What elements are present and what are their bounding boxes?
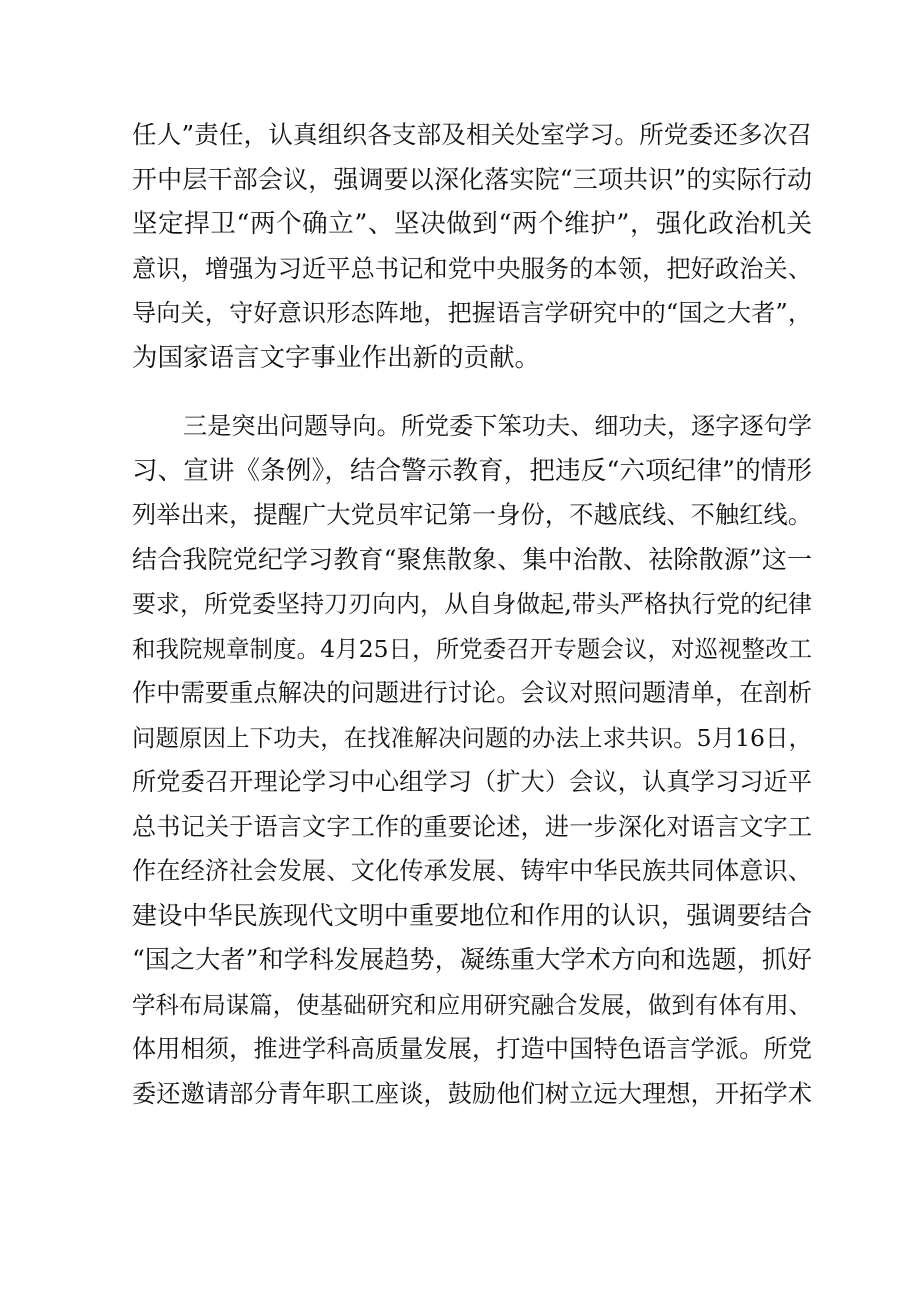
document-body xyxy=(132,113,812,1116)
paragraph-spacer xyxy=(132,380,812,404)
text-line: 问题原因上下功夫，在找准解决问题的办法上求共识。5月16日， xyxy=(132,723,812,752)
text-line: 习、宣讲《条例》，结合警示教育，把违反“六项纪律”的情形 xyxy=(132,455,812,486)
text-line-indented: 三是突出问题导向。所党委下笨功夫、细功夫，逐字逐句学 xyxy=(183,412,812,440)
paragraph-2 xyxy=(132,404,812,1116)
text-line: 作中需要重点解决的问题进行讨论。会议对照问题清单，在剖析 xyxy=(132,679,812,707)
text-line: 学科布局谋篇，使基础研究和应用研究融合发展，做到有体有用、 xyxy=(132,990,812,1019)
text-line: 建设中华民族现代文明中重要地位和作用的认识，强调要结合 xyxy=(132,900,812,930)
text-line: 总书记关于语言文字工作的重要论述，进一步深化对语言文字工 xyxy=(132,812,812,841)
paragraph-1 xyxy=(132,113,812,380)
text-line: 委还邀请部分青年职工座谈，鼓励他们树立远大理想，开拓学术 xyxy=(132,1079,812,1108)
text-line: 要求，所党委坚持刀刃向内，从自身做起,带头严格执行党的纪律 xyxy=(132,590,812,618)
text-line: 导向关，守好意识形态阵地，把握语言学研究中的“国之大者”， xyxy=(132,299,812,327)
text-line: 任人”责任，认真组织各支部及相关处室学习。所党委还多次召 xyxy=(132,120,812,149)
text-line: 结合我院党纪学习教育“聚焦散象、集中治散、祛除散源”这一 xyxy=(132,544,812,574)
text-line: 和我院规章制度。4月25日，所党委召开专题会议，对巡视整改工 xyxy=(132,634,812,663)
text-line: “国之大者”和学科发展趋势，凝练重大学术方向和选题，抓好 xyxy=(132,945,812,974)
text-line: 所党委召开理论学习中心组学习（扩大）会议，认真学习习近平 xyxy=(132,768,812,796)
text-line: 开中层干部会议，强调要以深化落实院“三项共识”的实际行动 xyxy=(132,164,812,194)
text-line: 作在经济社会发展、文化传承发展、铸牢中华民族共同体意识、 xyxy=(132,857,812,885)
text-line: 为国家语言文字事业作出新的贡献。 xyxy=(132,342,541,373)
text-line: 体用相须，推进学科高质量发展，打造中国特色语言学派。所党 xyxy=(132,1035,812,1063)
text-line: 意识，增强为习近平总书记和党中央服务的本领，把好政治关、 xyxy=(132,254,812,283)
text-line: 列举出来，提醒广大党员牢记第一身份，不越底线、不触红线。 xyxy=(132,501,812,529)
text-line: 坚定捍卫“两个确立”、坚决做到“两个维护”，强化政治机关 xyxy=(132,209,812,239)
